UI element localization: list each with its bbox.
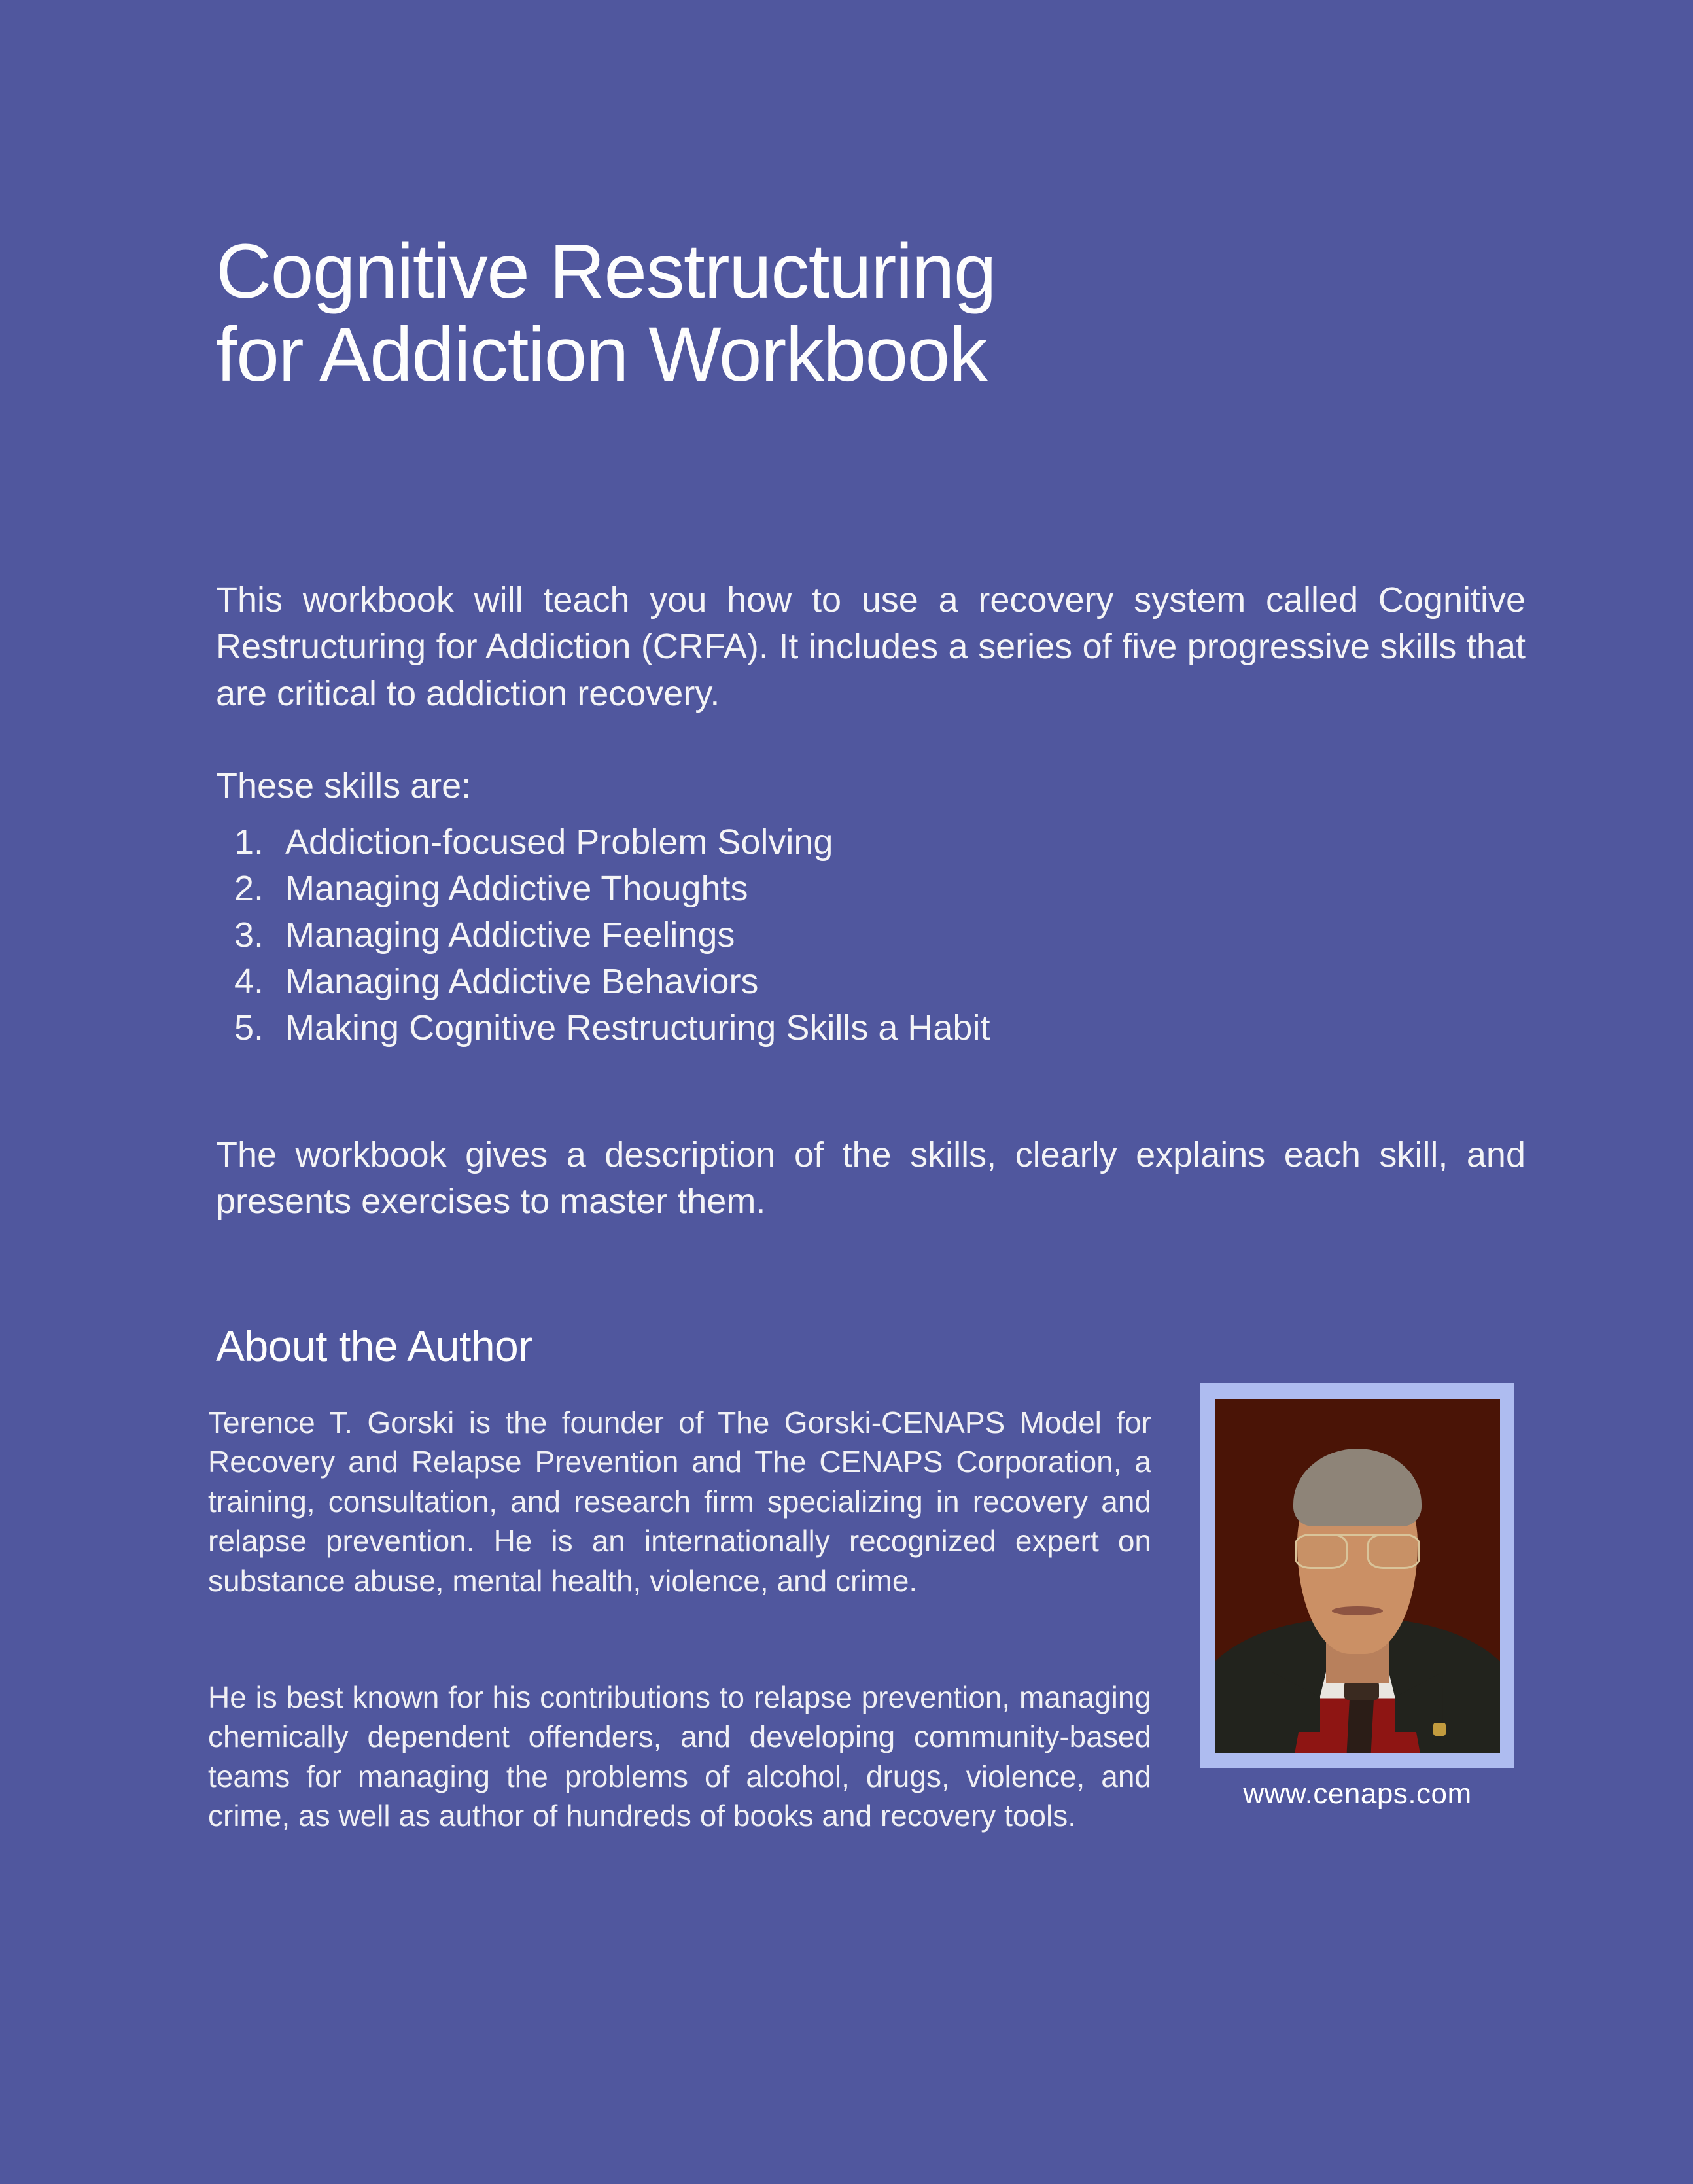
list-item-label: Making Cognitive Restructuring Skills a Habit bbox=[285, 1008, 990, 1048]
author-bio-paragraph-2: He is best known for his contributions to relapse prevention, managing chemically dependent offenders, and developing community-based teams for managing the problems of alcohol, drugs, violence, and crime, as well as author of hundreds of books and recovery tools. bbox=[208, 1680, 1151, 1833]
list-item-label: Managing Addictive Feelings bbox=[285, 915, 735, 955]
list-item bbox=[234, 1005, 990, 1051]
portrait-lapel-pin bbox=[1433, 1723, 1446, 1736]
author-photo-frame bbox=[1200, 1383, 1514, 1768]
list-item-number: 4. bbox=[234, 962, 264, 1001]
skills-lead-text: These skills are: bbox=[216, 766, 472, 805]
author-portrait-photo bbox=[1215, 1399, 1500, 1753]
portrait-lens-right bbox=[1367, 1534, 1420, 1569]
page-title bbox=[216, 230, 1459, 397]
portrait-glasses-bridge bbox=[1335, 1534, 1380, 1536]
list-item bbox=[234, 819, 990, 866]
list-item bbox=[234, 866, 990, 912]
list-item-number: 3. bbox=[234, 915, 264, 955]
list-item-label: Managing Addictive Thoughts bbox=[285, 869, 748, 908]
list-item-label: Managing Addictive Behaviors bbox=[285, 962, 759, 1001]
list-item bbox=[234, 912, 990, 959]
list-item bbox=[234, 959, 990, 1005]
list-item-number: 2. bbox=[234, 869, 264, 908]
outro-paragraph: The workbook gives a description of the skills, clearly explains each skill, and presents exercises to master them. bbox=[216, 1135, 1526, 1222]
list-item-number: 5. bbox=[234, 1008, 264, 1048]
about-author-heading: About the Author bbox=[216, 1321, 532, 1370]
title-line-2: for Addiction Workbook bbox=[216, 311, 987, 398]
photo-caption-website[interactable]: www.cenaps.com bbox=[1243, 1778, 1472, 1810]
list-item-number: 1. bbox=[234, 822, 264, 862]
author-bio-paragraph-1: Terence T. Gorski is the founder of The Gorski-CENAPS Model for Recovery and Relapse Prevention and The CENAPS Corporation, a training, consultation, and research firm specializing in recovery and relapse prevention. He is an internationally recognized expert on substance abuse, mental health, violence, and crime. bbox=[208, 1405, 1151, 1598]
skills-list bbox=[234, 819, 990, 1051]
portrait-hair bbox=[1293, 1449, 1422, 1526]
portrait-glasses bbox=[1295, 1534, 1420, 1569]
intro-paragraph: This workbook will teach you how to use a recovery system called Cognitive Restructuring for Addiction (CRFA). It includes a series of five progressive skills that are critical to addiction recovery. bbox=[216, 580, 1526, 713]
portrait-lens-left bbox=[1295, 1534, 1348, 1569]
portrait-tie-knot bbox=[1344, 1681, 1378, 1700]
list-item-label: Addiction-focused Problem Solving bbox=[285, 822, 833, 862]
title-line-1: Cognitive Restructuring bbox=[216, 228, 996, 315]
